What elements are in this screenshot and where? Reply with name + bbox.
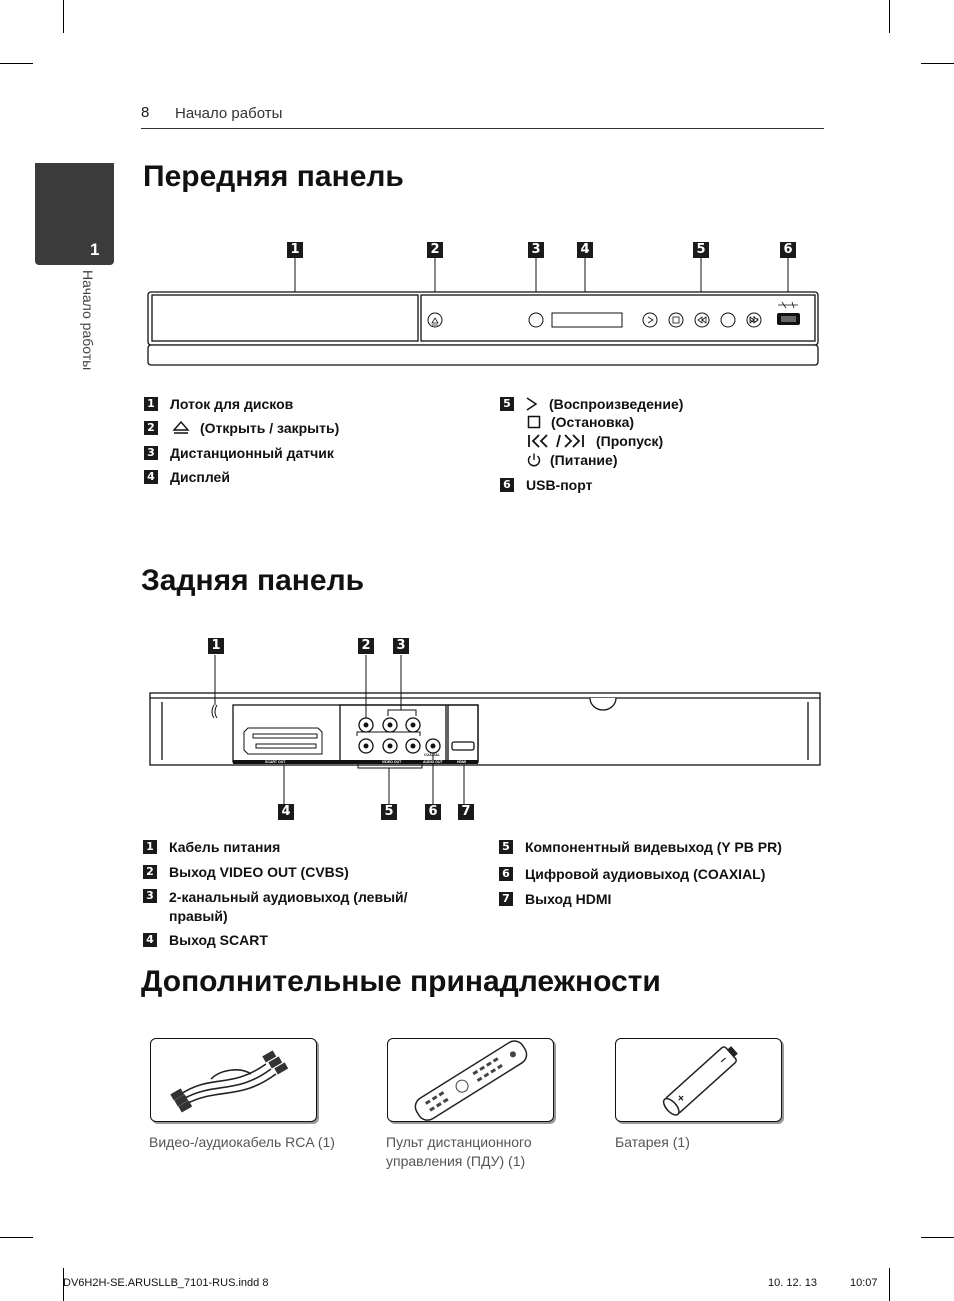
chapter-label: Начало работы bbox=[80, 270, 96, 371]
legend-text: Выход SCART bbox=[169, 932, 268, 948]
legend-text: (Остановка) bbox=[551, 414, 635, 430]
section-title: Начало работы bbox=[175, 105, 283, 122]
battery-icon bbox=[616, 1039, 781, 1121]
legend-text: Выход HDMI bbox=[525, 891, 612, 907]
footer-time: 10:07 bbox=[850, 1277, 878, 1289]
crop-mark bbox=[889, 1268, 890, 1301]
footer-date: 10. 12. 13 bbox=[768, 1277, 817, 1289]
legend-badge: 1 bbox=[144, 397, 158, 411]
play-icon bbox=[525, 396, 539, 412]
stop-icon bbox=[527, 415, 541, 429]
crop-mark bbox=[0, 1237, 33, 1238]
remote-control-icon bbox=[388, 1039, 553, 1121]
legend-badge: 2 bbox=[143, 865, 157, 879]
legend-text: Цифровой аудиовыход (COAXIAL) bbox=[525, 866, 766, 882]
accessory-battery-image bbox=[615, 1038, 782, 1122]
legend-text: (Открыть / закрыть) bbox=[200, 420, 340, 436]
legend-text: Компонентный видевыход (Y PB PR) bbox=[525, 839, 782, 855]
jack-label-coax: COAXIAL bbox=[424, 753, 440, 757]
skip-icon bbox=[527, 433, 587, 449]
legend-text: Лоток для дисков bbox=[170, 396, 294, 412]
jack-label-scart: SCART OUT bbox=[265, 760, 286, 764]
eject-icon bbox=[172, 420, 190, 436]
legend-badge: 7 bbox=[499, 892, 513, 906]
callout-4: 4 bbox=[278, 804, 294, 820]
jack-label-audio: AUDIO OUT bbox=[423, 760, 443, 764]
accessory-caption-remote: Пульт дистанционного управления (ПДУ) (1) bbox=[386, 1134, 532, 1169]
callout-3: 3 bbox=[528, 242, 544, 258]
legend-text: (Питание) bbox=[550, 452, 618, 468]
legend-badge: 3 bbox=[144, 446, 158, 460]
callout-5: 5 bbox=[693, 242, 709, 258]
legend-text: 2-канальный аудиовыход (левый/ правый) bbox=[169, 889, 408, 924]
crop-mark bbox=[921, 63, 954, 64]
accessory-caption-battery: Батарея (1) bbox=[615, 1134, 690, 1150]
crop-mark bbox=[0, 63, 33, 64]
rca-cable-icon bbox=[151, 1039, 316, 1121]
crop-mark bbox=[889, 0, 890, 33]
rear-panel-drawing bbox=[140, 650, 830, 810]
legend-text: (Воспроизведение) bbox=[549, 396, 684, 412]
legend-badge: 4 bbox=[144, 470, 158, 484]
legend-text: USB-порт bbox=[526, 477, 593, 493]
rear-panel-title: Задняя панель bbox=[141, 564, 365, 597]
callout-2: 2 bbox=[427, 242, 443, 258]
callout-7: 7 bbox=[458, 804, 474, 820]
crop-mark bbox=[921, 1237, 954, 1238]
chapter-number: 1 bbox=[90, 240, 100, 259]
callout-1: 1 bbox=[287, 242, 303, 258]
callout-1: 1 bbox=[208, 638, 224, 654]
callout-3: 3 bbox=[393, 638, 409, 654]
legend-badge: 3 bbox=[143, 889, 157, 903]
legend-badge: 5 bbox=[500, 397, 514, 411]
legend-badge: 4 bbox=[143, 933, 157, 947]
front-panel-title: Передняя панель bbox=[143, 160, 404, 193]
accessory-cable-image bbox=[150, 1038, 317, 1122]
legend-badge: 2 bbox=[144, 421, 158, 435]
legend-text: (Пропуск) bbox=[596, 433, 664, 449]
header-rule bbox=[141, 128, 824, 129]
legend-badge: 5 bbox=[499, 840, 513, 854]
front-panel-drawing bbox=[140, 255, 830, 375]
jack-label-hdmi: HDMI bbox=[457, 760, 466, 764]
callout-2: 2 bbox=[358, 638, 374, 654]
crop-mark bbox=[63, 0, 64, 33]
chapter-tab bbox=[35, 163, 114, 265]
callout-5: 5 bbox=[381, 804, 397, 820]
footer-file: DV6H2H-SE.ARUSLLB_7101-RUS.indd 8 bbox=[63, 1277, 269, 1289]
power-icon bbox=[526, 452, 542, 468]
callout-4: 4 bbox=[577, 242, 593, 258]
legend-badge: 1 bbox=[143, 840, 157, 854]
accessories-title: Дополнительные принадлежности bbox=[141, 965, 661, 998]
jack-label-video: VIDEO OUT bbox=[382, 760, 402, 764]
legend-badge: 6 bbox=[500, 478, 514, 492]
legend-text: Дистанционный датчик bbox=[170, 445, 334, 461]
callout-6: 6 bbox=[780, 242, 796, 258]
legend-text: Кабель питания bbox=[169, 839, 281, 855]
callout-6: 6 bbox=[425, 804, 441, 820]
accessory-caption-cable: Видео-/аудиокабель RCA (1) bbox=[149, 1134, 335, 1150]
legend-text: Выход VIDEO OUT (CVBS) bbox=[169, 864, 349, 880]
legend-badge: 6 bbox=[499, 867, 513, 881]
page-number: 8 bbox=[141, 104, 150, 121]
accessory-remote-image bbox=[387, 1038, 554, 1122]
legend-text: Дисплей bbox=[170, 469, 230, 485]
